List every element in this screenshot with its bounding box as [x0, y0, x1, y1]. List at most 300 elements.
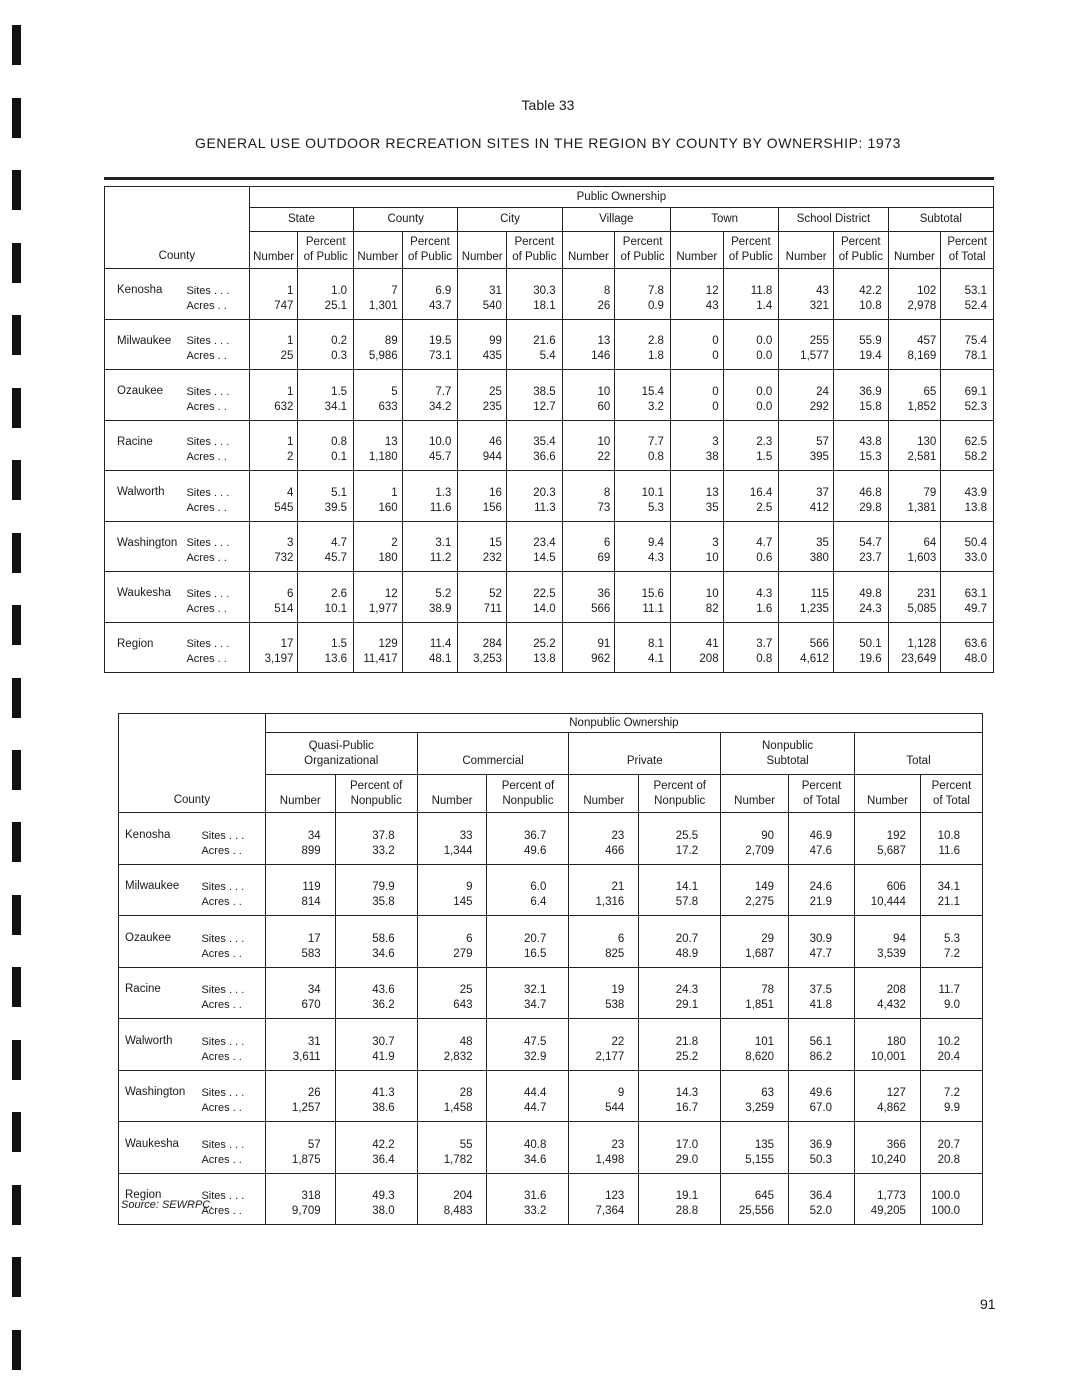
nonpublic-category-header: [855, 733, 983, 775]
cell-sites: 21.6: [506, 319, 562, 349]
cell-sites: 43.6: [335, 967, 417, 998]
nonpublic-ownership-table: [118, 713, 983, 1225]
cell-sites: 15.4: [615, 370, 671, 400]
cell-acres: 19.4: [833, 349, 888, 370]
cell-acres: 2.5: [723, 501, 779, 522]
cell-sites: 645: [721, 1173, 789, 1204]
cell-sites: 44.4: [487, 1070, 569, 1101]
cell-acres: 49.7: [941, 602, 994, 623]
county-header: County: [105, 187, 250, 269]
cell-acres: 69: [562, 551, 615, 572]
category-line-1: [421, 739, 566, 754]
cell-acres: 23.7: [833, 551, 888, 572]
cell-acres: 1,458: [417, 1101, 487, 1122]
cell-sites: 32.1: [487, 967, 569, 998]
cell-acres: 899: [265, 844, 335, 865]
cell-sites: 7.8: [615, 269, 671, 299]
county-name: Waukesha: [105, 572, 184, 623]
cell-sites: 40.8: [487, 1122, 569, 1153]
cell-acres: 5,687: [855, 844, 921, 865]
percent-sub-label: of Total: [933, 795, 970, 807]
cell-sites: 14.1: [639, 864, 721, 895]
percent-label: Percent: [622, 236, 663, 248]
cell-acres: 45.7: [402, 450, 458, 471]
cell-sites: 21.8: [639, 1019, 721, 1050]
cell-sites: 46: [458, 420, 507, 450]
cell-acres: 2,832: [417, 1050, 487, 1071]
cell-acres: 48.0: [941, 652, 994, 673]
cell-acres: 35: [670, 501, 723, 522]
percent-sub-label: of Public: [512, 251, 557, 263]
cell-acres: 4.3: [615, 551, 671, 572]
cell-sites: 6.9: [402, 269, 458, 299]
cell-acres: 825: [569, 947, 639, 968]
acres-label: Acres . .: [193, 998, 265, 1019]
cell-sites: 0.0: [723, 319, 779, 349]
cell-sites: 3: [249, 521, 298, 551]
cell-acres: 48.9: [639, 947, 721, 968]
cell-sites: 30.7: [335, 1019, 417, 1050]
cell-sites: 13: [562, 319, 615, 349]
cell-sites: 12: [670, 269, 723, 299]
cell-acres: 86.2: [789, 1050, 855, 1071]
binder-mark: [12, 315, 21, 355]
cell-acres: 0.6: [723, 551, 779, 572]
cell-sites: 6: [562, 521, 615, 551]
cell-sites: 10.1: [615, 471, 671, 501]
sites-label: Sites . . .: [193, 813, 265, 844]
cell-acres: 11.2: [402, 551, 458, 572]
cell-sites: 1: [249, 370, 298, 400]
percent-sub-label: of Public: [620, 251, 665, 263]
cell-acres: 47.6: [789, 844, 855, 865]
cell-sites: 7.7: [615, 420, 671, 450]
cell-acres: 2,978: [888, 299, 941, 320]
public-category-header: School District: [779, 208, 888, 232]
cell-sites: 58.6: [335, 916, 417, 947]
cell-sites: 46.9: [789, 813, 855, 844]
cell-sites: 180: [855, 1019, 921, 1050]
category-line-2: Subtotal: [766, 754, 809, 767]
county-name: Region: [119, 1173, 194, 1225]
acres-label: Acres . .: [193, 1204, 265, 1225]
cell-sites: 3: [670, 521, 723, 551]
cell-acres: 1,852: [888, 400, 941, 421]
sites-label: Sites . . .: [193, 916, 265, 947]
cell-acres: 25: [249, 349, 298, 370]
cell-acres: 50.3: [789, 1153, 855, 1174]
cell-sites: 1.5: [298, 622, 354, 652]
county-name: Washington: [105, 521, 184, 572]
cell-acres: 0.0: [723, 400, 779, 421]
cell-acres: 180: [354, 551, 403, 572]
cell-acres: 33.2: [487, 1204, 569, 1225]
col-percent-header: [920, 775, 982, 813]
percent-sub-label: of Public: [838, 251, 883, 263]
cell-acres: 208: [670, 652, 723, 673]
table-row: [105, 572, 994, 602]
cell-acres: 10,240: [855, 1153, 921, 1174]
cell-acres: 43.7: [402, 299, 458, 320]
cell-sites: 4.3: [723, 572, 779, 602]
cell-sites: 6: [569, 916, 639, 947]
cell-acres: 1.5: [723, 450, 779, 471]
binder-mark: [12, 1040, 21, 1080]
cell-sites: 19: [569, 967, 639, 998]
cell-sites: 1,128: [888, 622, 941, 652]
cell-sites: 28: [417, 1070, 487, 1101]
county-name: Region: [105, 622, 184, 673]
cell-sites: 35.4: [506, 420, 562, 450]
cell-sites: 34: [265, 813, 335, 844]
cell-acres: 9.0: [920, 998, 982, 1019]
cell-acres: 36.4: [335, 1153, 417, 1174]
cell-acres: 395: [779, 450, 834, 471]
sites-label: Sites . . .: [193, 1070, 265, 1101]
cell-sites: 31: [265, 1019, 335, 1050]
cell-acres: 15.8: [833, 400, 888, 421]
cell-acres: 466: [569, 844, 639, 865]
county-name: Ozaukee: [119, 916, 194, 968]
cell-sites: 25.5: [639, 813, 721, 844]
cell-acres: 1,301: [354, 299, 403, 320]
nonpublic-category-header: [569, 733, 721, 775]
public-ownership-header: Public Ownership: [249, 187, 993, 208]
cell-acres: 9.9: [920, 1101, 982, 1122]
cell-sites: 204: [417, 1173, 487, 1204]
cell-acres: 48.1: [402, 652, 458, 673]
cell-acres: 5.3: [615, 501, 671, 522]
cell-sites: 16: [458, 471, 507, 501]
cell-acres: 1,381: [888, 501, 941, 522]
table-row: [119, 864, 983, 895]
sites-label: Sites . . .: [183, 269, 249, 299]
cell-acres: 60: [562, 400, 615, 421]
sites-label: Sites . . .: [183, 622, 249, 652]
col-percent-header: [402, 232, 458, 269]
cell-acres: 34.7: [487, 998, 569, 1019]
cell-sites: 55.9: [833, 319, 888, 349]
binder-mark: [12, 967, 21, 1007]
percent-sub-label: of Total: [803, 795, 840, 807]
cell-acres: 5,155: [721, 1153, 789, 1174]
cell-sites: 46.8: [833, 471, 888, 501]
cell-acres: 292: [779, 400, 834, 421]
cell-acres: 538: [569, 998, 639, 1019]
cell-acres: 643: [417, 998, 487, 1019]
cell-sites: 7.7: [402, 370, 458, 400]
public-category-header: Town: [670, 208, 778, 232]
cell-sites: 20.7: [639, 916, 721, 947]
cell-acres: 34.2: [402, 400, 458, 421]
cell-acres: 10,001: [855, 1050, 921, 1071]
cell-sites: 25.2: [506, 622, 562, 652]
public-category-header: City: [458, 208, 562, 232]
cell-acres: 4,432: [855, 998, 921, 1019]
cell-acres: 11.3: [506, 501, 562, 522]
table-row: [119, 1204, 983, 1225]
table-row: [105, 370, 994, 400]
cell-acres: 1,977: [354, 602, 403, 623]
cell-sites: 7: [354, 269, 403, 299]
cell-acres: 43: [670, 299, 723, 320]
table-row: [119, 1173, 983, 1204]
col-percent-header: [723, 232, 779, 269]
cell-sites: 14.3: [639, 1070, 721, 1101]
sites-label: Sites . . .: [183, 319, 249, 349]
cell-sites: 10: [670, 572, 723, 602]
cell-sites: 8: [562, 471, 615, 501]
table-row: [119, 916, 983, 947]
cell-acres: 21.1: [920, 895, 982, 916]
percent-label: Percent: [410, 236, 450, 248]
cell-sites: 2: [354, 521, 403, 551]
table-row: [105, 319, 994, 349]
cell-acres: 8,169: [888, 349, 941, 370]
cell-sites: 284: [458, 622, 507, 652]
cell-sites: 24.3: [639, 967, 721, 998]
cell-acres: 0: [670, 349, 723, 370]
percent-sub-label: of Public: [407, 251, 453, 263]
cell-acres: 20.4: [920, 1050, 982, 1071]
cell-sites: 22.5: [506, 572, 562, 602]
cell-acres: 160: [354, 501, 403, 522]
cell-sites: 3: [670, 420, 723, 450]
cell-sites: 1: [354, 471, 403, 501]
nonpublic-category-header: [265, 733, 417, 775]
cell-sites: 8: [562, 269, 615, 299]
binder-mark: [12, 170, 21, 210]
cell-acres: 23,649: [888, 652, 941, 673]
cell-sites: 25: [458, 370, 507, 400]
acres-label: Acres . .: [193, 844, 265, 865]
cell-sites: 4.7: [298, 521, 354, 551]
cell-sites: 13: [670, 471, 723, 501]
cell-acres: 279: [417, 947, 487, 968]
cell-sites: 457: [888, 319, 941, 349]
sites-label: Sites . . .: [193, 1019, 265, 1050]
table-row: [119, 1153, 983, 1174]
cell-sites: 5.3: [920, 916, 982, 947]
cell-sites: 1,773: [855, 1173, 921, 1204]
cell-acres: 146: [562, 349, 615, 370]
cell-acres: 3,253: [458, 652, 507, 673]
cell-acres: 0.9: [615, 299, 671, 320]
cell-sites: 69.1: [941, 370, 994, 400]
cell-acres: 962: [562, 652, 615, 673]
cell-acres: 1,180: [354, 450, 403, 471]
cell-sites: 0.0: [723, 370, 779, 400]
col-number-header: Number: [569, 775, 639, 813]
cell-sites: 1.3: [402, 471, 458, 501]
cell-sites: 0.2: [298, 319, 354, 349]
acres-label: Acres . .: [193, 1101, 265, 1122]
cell-acres: 1,498: [569, 1153, 639, 1174]
col-percent-header: [833, 232, 888, 269]
cell-acres: 45.7: [298, 551, 354, 572]
acres-label: Acres . .: [183, 299, 249, 320]
acres-label: Acres . .: [193, 1050, 265, 1071]
cell-acres: 6.4: [487, 895, 569, 916]
percent-label: Percent: [947, 236, 987, 248]
cell-sites: 1: [249, 269, 298, 299]
cell-acres: 15.3: [833, 450, 888, 471]
cell-acres: 11.6: [402, 501, 458, 522]
category-line-2: Total: [906, 754, 931, 767]
percent-label: Percent: [514, 236, 555, 248]
binder-mark: [12, 1112, 21, 1152]
col-number-header: Number: [670, 232, 723, 269]
county-name: Walworth: [105, 471, 184, 522]
cell-acres: 545: [249, 501, 298, 522]
cell-sites: 56.1: [789, 1019, 855, 1050]
cell-sites: 10: [562, 420, 615, 450]
cell-sites: 57: [265, 1122, 335, 1153]
col-percent-header: [298, 232, 354, 269]
cell-acres: 2,275: [721, 895, 789, 916]
cell-sites: 30.9: [789, 916, 855, 947]
cell-acres: 1,875: [265, 1153, 335, 1174]
cell-sites: 9: [417, 864, 487, 895]
cell-acres: 16.5: [487, 947, 569, 968]
percent-label: Percent of: [349, 780, 403, 792]
cell-acres: 41.9: [335, 1050, 417, 1071]
cell-acres: 1.8: [615, 349, 671, 370]
binder-mark: [12, 1330, 21, 1370]
nonpublic-category-header: [417, 733, 569, 775]
public-ownership-table: [104, 186, 994, 673]
cell-acres: 732: [249, 551, 298, 572]
cell-acres: 38: [670, 450, 723, 471]
cell-sites: 135: [721, 1122, 789, 1153]
percent-label: Percent of: [501, 780, 555, 792]
cell-sites: 36.9: [789, 1122, 855, 1153]
cell-acres: 7,364: [569, 1204, 639, 1225]
cell-sites: 36.7: [487, 813, 569, 844]
table-row: [105, 450, 994, 471]
binder-mark: [12, 1257, 21, 1297]
cell-sites: 94: [855, 916, 921, 947]
col-number-header: Number: [458, 232, 507, 269]
cell-acres: 1,235: [779, 602, 834, 623]
county-name: Washington: [119, 1070, 194, 1122]
cell-sites: 78: [721, 967, 789, 998]
binder-mark: [12, 678, 21, 718]
cell-acres: 29.1: [639, 998, 721, 1019]
cell-sites: 42.2: [833, 269, 888, 299]
cell-sites: 17: [249, 622, 298, 652]
cell-sites: 10.0: [402, 420, 458, 450]
binder-mark: [12, 895, 21, 935]
county-name: Kenosha: [119, 813, 194, 865]
table-row: [119, 1122, 983, 1153]
cell-sites: 79: [888, 471, 941, 501]
cell-sites: 23: [569, 813, 639, 844]
cell-sites: 20.7: [487, 916, 569, 947]
cell-sites: 36: [562, 572, 615, 602]
cell-sites: 49.8: [833, 572, 888, 602]
cell-acres: 57.8: [639, 895, 721, 916]
cell-sites: 17: [265, 916, 335, 947]
cell-acres: 10.1: [298, 602, 354, 623]
cell-sites: 5.1: [298, 471, 354, 501]
cell-acres: 7.2: [920, 947, 982, 968]
cell-sites: 127: [855, 1070, 921, 1101]
cell-acres: 33.0: [941, 551, 994, 572]
cell-acres: 544: [569, 1101, 639, 1122]
cell-acres: 49.6: [487, 844, 569, 865]
acres-label: Acres . .: [183, 602, 249, 623]
cell-acres: 73.1: [402, 349, 458, 370]
sites-label: Sites . . .: [183, 471, 249, 501]
col-number-header: Number: [562, 232, 615, 269]
binder-mark: [12, 822, 21, 862]
col-percent-header: [639, 775, 721, 813]
cell-sites: 31.6: [487, 1173, 569, 1204]
cell-sites: 49.6: [789, 1070, 855, 1101]
cell-acres: 3,539: [855, 947, 921, 968]
cell-sites: 49.3: [335, 1173, 417, 1204]
sites-label: Sites . . .: [193, 1173, 265, 1204]
cell-sites: 22: [569, 1019, 639, 1050]
binder-mark: [12, 25, 21, 65]
cell-acres: 14.0: [506, 602, 562, 623]
cell-acres: 32.9: [487, 1050, 569, 1071]
acres-label: Acres . .: [183, 652, 249, 673]
cell-sites: 63.6: [941, 622, 994, 652]
cell-sites: 25: [417, 967, 487, 998]
cell-sites: 1: [249, 420, 298, 450]
public-category-header: Village: [562, 208, 670, 232]
percent-label: Percent of: [653, 780, 706, 792]
cell-sites: 5.2: [402, 572, 458, 602]
cell-acres: 18.1: [506, 299, 562, 320]
table-row: [105, 622, 994, 652]
cell-sites: 11.4: [402, 622, 458, 652]
cell-sites: 366: [855, 1122, 921, 1153]
sites-label: Sites . . .: [183, 572, 249, 602]
cell-sites: 53.1: [941, 269, 994, 299]
cell-acres: 38.6: [335, 1101, 417, 1122]
cell-acres: 21.9: [789, 895, 855, 916]
cell-acres: 41.8: [789, 998, 855, 1019]
cell-acres: 1,316: [569, 895, 639, 916]
cell-sites: 55: [417, 1122, 487, 1153]
cell-sites: 9: [569, 1070, 639, 1101]
cell-acres: 1,782: [417, 1153, 487, 1174]
cell-sites: 7.2: [920, 1070, 982, 1101]
cell-acres: 1,344: [417, 844, 487, 865]
cell-sites: 35: [779, 521, 834, 551]
county-name: Kenosha: [105, 269, 184, 320]
cell-sites: 24.6: [789, 864, 855, 895]
cell-acres: 5.4: [506, 349, 562, 370]
acres-label: Acres . .: [193, 947, 265, 968]
table-number: Table 33: [521, 97, 575, 113]
cell-sites: 54.7: [833, 521, 888, 551]
cell-acres: 10,444: [855, 895, 921, 916]
cell-sites: 606: [855, 864, 921, 895]
cell-sites: 23: [569, 1122, 639, 1153]
nonpublic-category-header: [721, 733, 855, 775]
percent-sub-label: Nonpublic: [502, 795, 554, 807]
cell-acres: 24.3: [833, 602, 888, 623]
percent-sub-label: of Public: [303, 251, 348, 263]
county-name: Walworth: [119, 1019, 194, 1071]
binder-mark: [12, 388, 21, 428]
cell-sites: 566: [779, 622, 834, 652]
cell-sites: 26: [265, 1070, 335, 1101]
